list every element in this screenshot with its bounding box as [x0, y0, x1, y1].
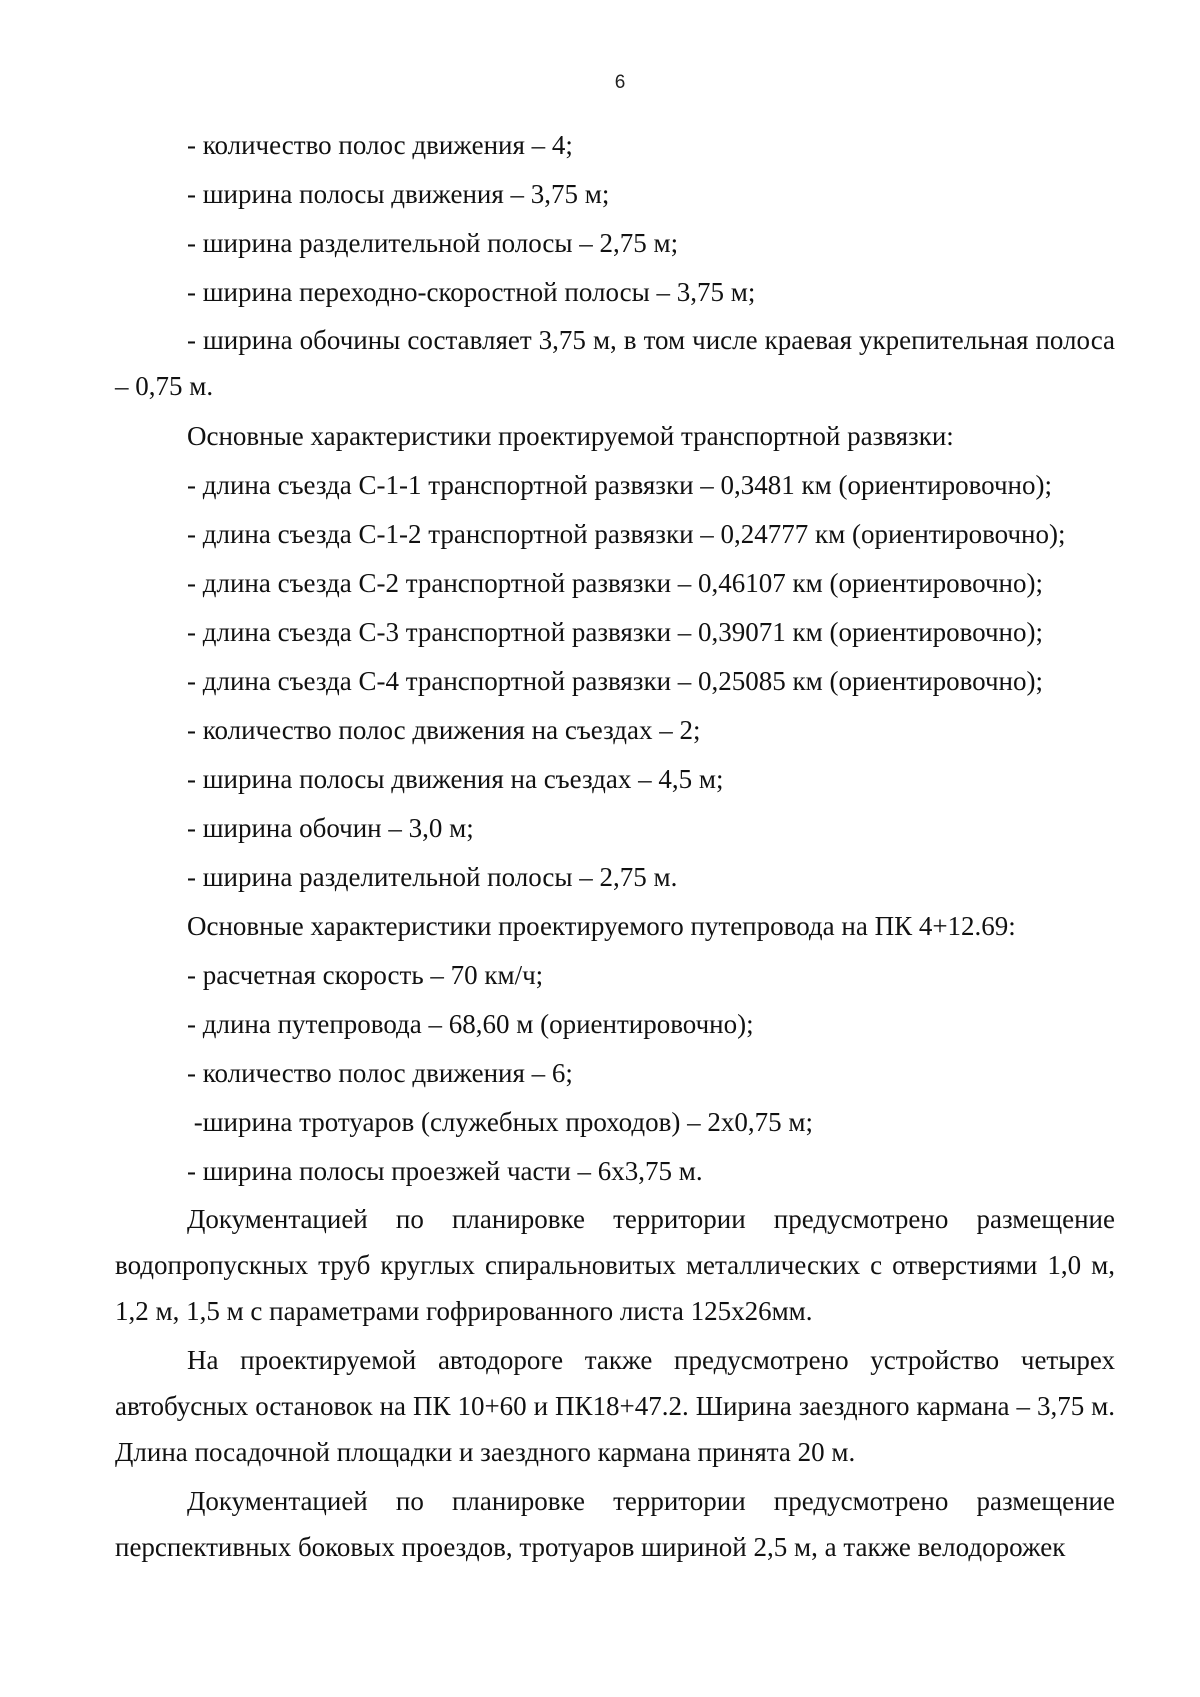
- page-body: [115, 121, 1115, 1570]
- section-heading: Основные характеристики проектируемого путепровода на ПК 4+12.69:: [187, 911, 1016, 941]
- list-item: - количество полос движения на съездах – 2;: [187, 715, 701, 745]
- list-item: - ширина разделительной полосы – 2,75 м.: [187, 862, 678, 892]
- list-item-wrapped: - ширина обочины составляет 3,75 м, в том числе краевая укрепительная полоса – 0,75 м.: [115, 325, 1115, 401]
- list-item: - ширина переходно-скоростной полосы – 3,75 м;: [187, 277, 756, 307]
- page-number: 6: [614, 72, 626, 93]
- list-item: - расчетная скорость – 70 км/ч;: [187, 960, 544, 990]
- list-item: - ширина полосы движения – 3,75 м;: [187, 179, 610, 209]
- list-item: - количество полос движения – 4;: [187, 130, 573, 160]
- list-item: - длина съезда С-4 транспортной развязки – 0,25085 км (ориентировочно);: [187, 666, 1043, 696]
- list-item: - длина съезда С-2 транспортной развязки – 0,46107 км (ориентировочно);: [187, 568, 1043, 598]
- section-heading: Основные характеристики проектируемой транспортной развязки:: [187, 421, 954, 451]
- list-item: - длина съезда С-1-2 транспортной развязки – 0,24777 км (ориентировочно);: [187, 519, 1066, 549]
- body-paragraph: Документацией по планировке территории предусмотрено размещение водопропускных труб круглых спиральновитых металлических с отверстиями 1,0 м, 1,2 м, 1,5 м с параметрами гофрированного листа 125х26мм.: [115, 1204, 1115, 1326]
- list-item: - количество полос движения – 6;: [187, 1058, 573, 1088]
- list-item: - ширина обочин – 3,0 м;: [187, 813, 474, 843]
- list-item: -ширина тротуаров (служебных проходов) – 2х0,75 м;: [187, 1107, 813, 1137]
- list-item: - ширина полосы движения на съездах – 4,5 м;: [187, 764, 724, 794]
- list-item: - длина съезда С-3 транспортной развязки – 0,39071 км (ориентировочно);: [187, 617, 1043, 647]
- body-paragraph: Документацией по планировке территории предусмотрено размещение перспективных боковых проездов, тротуаров шириной 2,5 м, а также велодорожек: [115, 1486, 1115, 1562]
- list-item: - длина путепровода – 68,60 м (ориентировочно);: [187, 1009, 754, 1039]
- body-paragraph: На проектируемой автодороге также предусмотрено устройство четырех автобусных остановок на ПК 10+60 и ПК18+47.2. Ширина заездного кармана – 3,75 м. Длина посадочной площадки и заездного кармана принята 20 м.: [115, 1345, 1115, 1467]
- list-item: - длина съезда С-1-1 транспортной развязки – 0,3481 км (ориентировочно);: [187, 470, 1052, 500]
- list-item: - ширина полосы проезжей части – 6х3,75 м.: [187, 1156, 703, 1186]
- list-item: - ширина разделительной полосы – 2,75 м;: [187, 228, 679, 258]
